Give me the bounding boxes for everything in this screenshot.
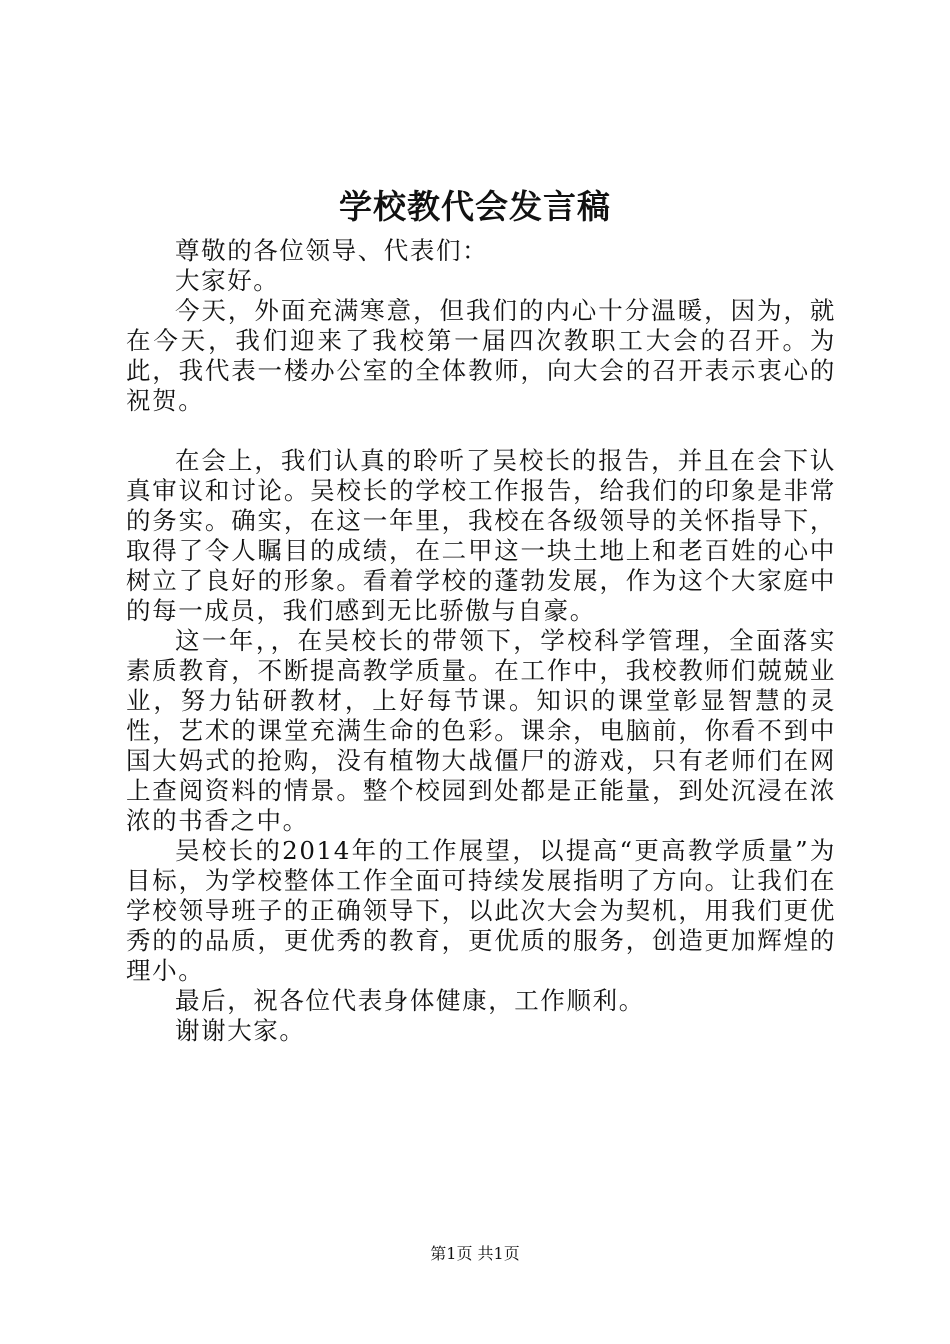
greeting: 大家好。 [175,266,280,295]
paragraph-opening: 今天，外面充满寒意，但我们的内心十分温暖，因为，就在今天，我们迎来了我校第一届四次教职工大会的召开。为此，我代表一楼办公室的全体教师，向大会的召开表示衷心的祝贺。 [126,296,836,415]
salutation: 尊敬的各位领导、代表们： [175,236,489,265]
closing-wishes: 最后，祝各位代表身体健康，工作顺利。 [175,986,645,1015]
paragraph-meeting: 在会上，我们认真的聆听了吴校长的报告，并且在会下认真审议和讨论。吴校长的学校工作报告，给我们的印象是非常的务实。确实，在这一年里，我校在各级领导的关怀指导下，取得了令人瞩目的成绩，在二甲这一块土地上和老百姓的心中树立了良好的形象。看着学校的蓬勃发展，作为这个大家庭中的每一成员，我们感到无比骄傲与自豪。 [126,446,836,625]
page-footer: 第1页 共1页 [430,1244,520,1263]
document-title: 学校教代会发言稿 [339,187,611,226]
document-body [126,236,836,1046]
paragraph-outlook: 吴校长的2014年的工作展望，以提高“更高教学质量”为目标，为学校整体工作全面可持续发展指明了方向。让我们在学校领导班子的正确领导下，以此次大会为契机，用我们更优秀的的品质，更优秀的教育，更优质的服务，创造更加辉煌的理小。 [126,836,836,985]
paragraph-year-review: 这一年，，在吴校长的带领下，学校科学管理，全面落实素质教育，不断提高教学质量。在工作中，我校教师们兢兢业业，努力钻研教材，上好每节课。知识的课堂彰显智慧的灵性，艺术的课堂充满生命的色彩。课余，电脑前，你看不到中国大妈式的抢购，没有植物大战僵尸的游戏，只有老师们在网上查阅资料的情景。整个校园到处都是正能量，到处沉浸在浓浓的书香之中。 [126,626,836,835]
closing-thanks: 谢谢大家。 [175,1016,306,1045]
